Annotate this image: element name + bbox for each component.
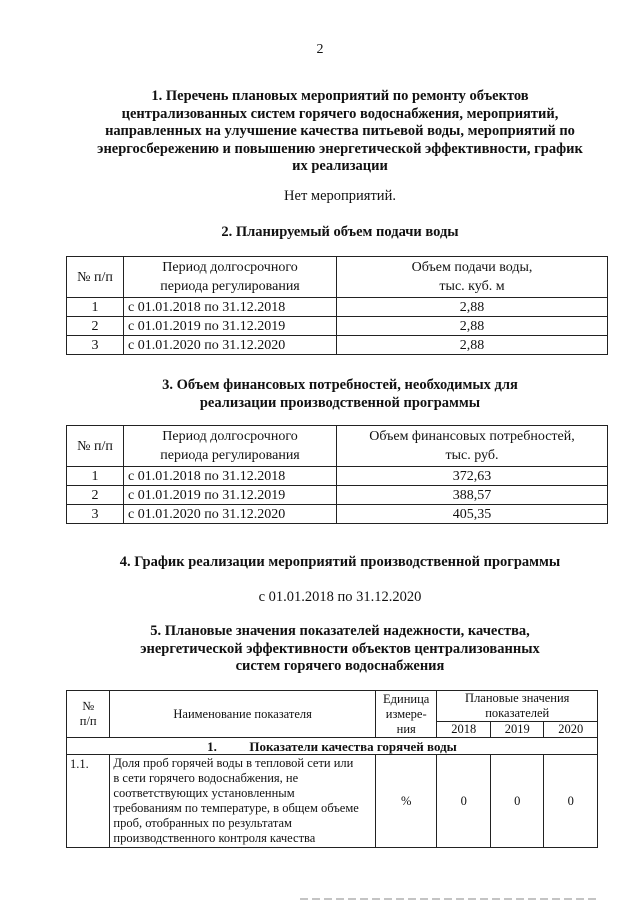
title-line: энергетической эффективности объектов централизованных <box>140 640 540 657</box>
table-row <box>67 336 608 355</box>
header-line: п/п <box>79 714 97 728</box>
header-line: Период долгосрочного <box>162 429 298 444</box>
header-year: 2018 <box>437 722 491 738</box>
group-num: 1. <box>207 738 217 754</box>
header-period <box>124 426 337 467</box>
title-line: 1. Перечень плановых мероприятий по ремонту объектов <box>151 88 529 104</box>
table-header-row <box>67 691 598 722</box>
row-value-2020: 0 <box>544 755 598 848</box>
header-line: Плановые значения <box>465 691 570 705</box>
row-value-2019: 0 <box>490 755 544 848</box>
row-num: 1 <box>67 298 124 317</box>
table-row <box>67 755 598 848</box>
header-year: 2020 <box>544 722 598 738</box>
header-value <box>337 257 608 298</box>
row-num: 1.1. <box>67 755 110 848</box>
name-line: проб, отобранных по результатам <box>113 816 292 830</box>
group-name: Показатели качества горячей воды <box>249 738 457 754</box>
group-row <box>67 738 598 755</box>
row-unit: % <box>375 755 437 848</box>
title-line: энергосбережению и повышению энергетической эффективности, график <box>97 140 583 157</box>
row-value: 2,88 <box>337 336 608 355</box>
header-num: № п/п <box>67 257 124 298</box>
table-row <box>67 486 608 505</box>
title-line: систем горячего водоснабжения <box>235 658 445 674</box>
row-period: с 01.01.2020 по 31.12.2020 <box>124 505 337 524</box>
water-volume-table <box>66 256 608 355</box>
title-line: централизованных систем горячего водоснабжения, мероприятий, <box>121 105 559 122</box>
financial-needs-table <box>66 425 608 524</box>
header-line: № <box>82 699 95 713</box>
row-num: 2 <box>67 317 124 336</box>
title-line: их реализации <box>292 158 388 174</box>
section1-title <box>60 88 620 176</box>
table-row <box>67 505 608 524</box>
section5-title <box>60 623 620 676</box>
title-line: направленных на улучшение качества питьевой воды, мероприятий по <box>105 123 575 139</box>
row-num: 2 <box>67 486 124 505</box>
header-planned <box>437 691 598 722</box>
table-row <box>67 317 608 336</box>
header-line: периода регулирования <box>160 448 300 463</box>
section4-period: с 01.01.2018 по 31.12.2020 <box>258 589 422 605</box>
name-line: Доля проб горячей воды в тепловой сети или <box>113 756 354 770</box>
row-value: 2,88 <box>337 298 608 317</box>
header-line: тыс. руб. <box>445 448 499 463</box>
row-value: 2,88 <box>337 317 608 336</box>
header-year: 2019 <box>490 722 544 738</box>
header-line: Объем финансовых потребностей, <box>369 429 575 444</box>
row-num: 1 <box>67 467 124 486</box>
header-line: ния <box>396 721 416 736</box>
section4-title: 4. График реализации мероприятий производственной программы <box>119 554 561 570</box>
row-value-2018: 0 <box>437 755 491 848</box>
table-header-row <box>67 426 608 467</box>
header-value <box>337 426 608 467</box>
group-title <box>67 738 598 755</box>
title-line: реализации производственной программы <box>199 394 481 411</box>
indicators-table <box>66 690 598 848</box>
row-value: 405,35 <box>337 505 608 524</box>
row-value: 388,57 <box>337 486 608 505</box>
header-num: № п/п <box>67 426 124 467</box>
section2-title: 2. Планируемый объем подачи воды <box>221 224 459 240</box>
title-line: 3. Объем финансовых потребностей, необходимых для <box>162 377 518 393</box>
header-line: Единица <box>383 691 430 706</box>
name-line: соответствующих установленным <box>113 786 295 800</box>
section1-note: Нет мероприятий. <box>284 188 396 204</box>
row-value: 372,63 <box>337 467 608 486</box>
section3-title <box>60 377 620 412</box>
name-line: в сети горячего водоснабжения, не <box>113 771 299 785</box>
header-line: периода регулирования <box>160 279 300 294</box>
header-name: Наименование показателя <box>110 691 376 738</box>
header-line: Период долгосрочного <box>162 260 298 275</box>
row-num: 3 <box>67 336 124 355</box>
header-line: показателей <box>485 706 550 720</box>
row-period: с 01.01.2018 по 31.12.2018 <box>124 467 337 486</box>
scan-artifact <box>300 898 600 900</box>
title-line: 5. Плановые значения показателей надежности, качества, <box>150 623 530 639</box>
header-line: измере- <box>385 706 427 721</box>
row-period: с 01.01.2020 по 31.12.2020 <box>124 336 337 355</box>
table-row <box>67 298 608 317</box>
name-line: производственного контроля качества <box>113 831 316 845</box>
row-name <box>110 755 376 848</box>
header-period <box>124 257 337 298</box>
name-line: требованиям по температуре, в общем объеме <box>113 801 359 815</box>
row-num: 3 <box>67 505 124 524</box>
row-period: с 01.01.2019 по 31.12.2019 <box>124 317 337 336</box>
table-row <box>67 467 608 486</box>
header-num <box>67 691 110 738</box>
row-period: с 01.01.2019 по 31.12.2019 <box>124 486 337 505</box>
table-header-row <box>67 257 608 298</box>
page-number: 2 <box>316 42 324 57</box>
header-unit <box>375 691 437 738</box>
row-period: с 01.01.2018 по 31.12.2018 <box>124 298 337 317</box>
header-line: тыс. куб. м <box>439 279 505 294</box>
header-line: Объем подачи воды, <box>411 260 533 275</box>
